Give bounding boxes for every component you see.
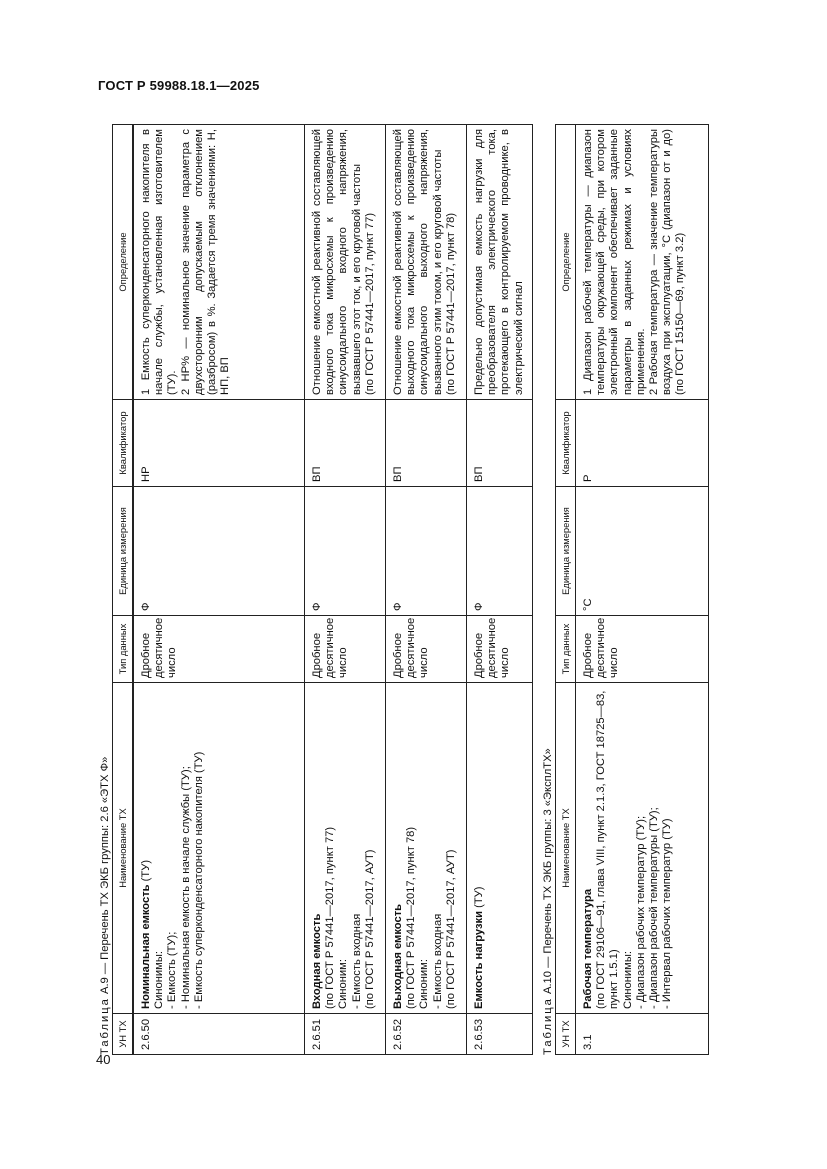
row-name-line: (по ГОСТ Р 57441—2017, АУТ) xyxy=(444,849,457,1009)
row-definition xyxy=(133,125,305,400)
table-row xyxy=(576,125,709,1055)
row-name-line: - Емкость (ТУ); xyxy=(166,931,179,1009)
row-definition-line: 1 Емкость суперконденсаторного накопителя в начале службы, установленная изготовителем (ТУ). xyxy=(140,129,179,395)
row-name-line: (по ГОСТ Р 57441—2017, пункт 77) xyxy=(324,826,337,1009)
row-name-bold: Рабочая температура xyxy=(582,888,594,1009)
table2-col-definition: Определение xyxy=(556,125,576,400)
row-name xyxy=(386,683,467,1014)
table2-caption xyxy=(541,110,555,1055)
table2-col-name: Наименование ТХ xyxy=(556,683,576,1014)
row-id: 2.6.50 xyxy=(133,1014,305,1055)
row-definition xyxy=(467,125,533,400)
table-row xyxy=(467,125,533,1055)
table1-col-id: УН ТХ xyxy=(113,1014,134,1055)
table2-header-row xyxy=(556,125,576,1055)
table2-caption-prefix: Таблица xyxy=(542,997,554,1055)
row-definition-line: Предельно допустимая емкость нагрузки для преобразователя электрического тока, протекающего в контролируемом проводнике, в электрический сигнал xyxy=(473,129,525,395)
table2 xyxy=(555,124,709,1055)
row-definition-line: 2 НР% — номинальное значение параметра с двухсторонним допускаемым отклонением (разбросом) в %. Задается тремя значениями: Н, НП, ВП xyxy=(179,129,232,395)
row-data-type: Дробное десятичное число xyxy=(576,616,709,683)
row-name-line: - Емкость входная xyxy=(350,913,363,1009)
row-qualifier: ВП xyxy=(386,400,467,487)
row-id: 2.6.53 xyxy=(467,1014,533,1055)
row-name-bold: Выходная емкость xyxy=(392,903,404,1009)
row-name-bold: Емкость нагрузки xyxy=(473,911,485,1009)
table1-header-row xyxy=(113,125,134,1055)
row-id: 2.6.51 xyxy=(305,1014,386,1055)
row-name-bold: Номинальная емкость xyxy=(140,884,152,1009)
table1-caption xyxy=(98,110,112,1055)
row-name-line: - Диапазон рабочих температур (ТУ); xyxy=(634,815,647,1009)
row-data-type: Дробное десятичное число xyxy=(305,616,386,683)
row-definition-line: Отношение емкостной реактивной составляющей выходного тока микросхемы к произведению синусоидального выходного напряжения, вызванного этим током, и его круговой частоты xyxy=(392,129,444,395)
table2-col-unit: Единица измерения xyxy=(556,487,576,616)
row-name xyxy=(305,683,386,1014)
row-definition-line: 2 Рабочая температура — значение температуры воздуха при эксплуатации, °С (диапазон от и до) (по ГОСТ 15150—69, пункт 3.2) xyxy=(648,129,687,395)
row-name-line: (по ГОСТ Р 57441—2017, пункт 78) xyxy=(405,826,418,1009)
table2-col-id: УН ТХ xyxy=(556,1014,576,1055)
table-row xyxy=(386,125,467,1055)
row-name-line: Синонимы: xyxy=(621,951,634,1009)
row-name-line: (по ГОСТ 29106—91, глава VIII, пункт 2.1.3, ГОСТ 18725—83, пункт 1.5.1) xyxy=(595,690,621,1009)
table2-col-qualifier: Квалификатор xyxy=(556,400,576,487)
row-name-line: - Номинальная емкость в начале службы (ТУ); xyxy=(179,766,192,1009)
row-name-line: - Диапазон рабочей температуры (ТУ); xyxy=(648,807,661,1009)
table-row xyxy=(133,125,305,1055)
row-unit: Ф xyxy=(467,487,533,616)
row-qualifier: НР xyxy=(133,400,305,487)
table1-col-definition: Определение xyxy=(113,125,134,400)
row-definition xyxy=(386,125,467,400)
row-unit: Ф xyxy=(133,487,305,616)
table-row xyxy=(305,125,386,1055)
row-name-line: Синоним: xyxy=(418,959,431,1009)
table1-col-qualifier: Квалификатор xyxy=(113,400,134,487)
row-definition-line: 1 Диапазон рабочей температуры — диапазон температуры окружающей среды, при котором электронный компонент обеспечивает заданные параметры в заданных режимах и условиях применения. xyxy=(582,129,647,395)
row-qualifier: Р xyxy=(576,400,709,487)
row-definition-line: (по ГОСТ Р 57441—2017, пункт 78) xyxy=(444,212,457,395)
row-unit: °С xyxy=(576,487,709,616)
row-unit: Ф xyxy=(305,487,386,616)
row-definition-line: (по ГОСТ Р 57441—2017, пункт 77) xyxy=(363,212,376,395)
table1-col-data-type: Тип данных xyxy=(113,616,134,683)
row-definition xyxy=(305,125,386,400)
document-header: ГОСТ Р 59988.18.1—2025 xyxy=(98,78,260,93)
table2-caption-text: А.10 — Перечень ТХ ЭКБ группы: 3 «ЭксплТХ» xyxy=(542,748,554,995)
row-name-line: (по ГОСТ Р 57441—2017, АУТ) xyxy=(363,849,376,1009)
row-name-bold: Входная емкость xyxy=(311,913,323,1009)
page-number: 40 xyxy=(96,1052,111,1067)
rotated-content xyxy=(98,110,693,1055)
row-qualifier: ВП xyxy=(467,400,533,487)
row-id: 2.6.52 xyxy=(386,1014,467,1055)
table1-col-unit: Единица измерения xyxy=(113,487,134,616)
row-qualifier: ВП xyxy=(305,400,386,487)
row-name-line: - Интервал рабочих температур (ТУ) xyxy=(661,818,674,1009)
row-data-type: Дробное десятичное число xyxy=(386,616,467,683)
row-definition xyxy=(576,125,709,400)
row-definition-line: Отношение емкостной реактивной составляющей входного тока микросхемы к произведению синусоидального входного напряжения, вызвавшего этот ток, и его круговой частоты xyxy=(311,129,363,395)
row-data-type: Дробное десятичное число xyxy=(467,616,533,683)
row-data-type: Дробное десятичное число xyxy=(133,616,305,683)
row-name-line: Синонимы: xyxy=(153,951,166,1009)
table1-caption-text: А.9 — Перечень ТХ ЭКБ группы: 2.6 «ЭТХ Ф» xyxy=(99,756,111,995)
row-name-suffix: (ТУ) xyxy=(140,859,152,885)
row-name xyxy=(467,683,533,1014)
row-name-line: Синоним: xyxy=(337,959,350,1009)
row-name-line: - Емкость входная xyxy=(431,913,444,1009)
table1-caption-prefix: Таблица xyxy=(99,997,111,1055)
row-id: 3.1 xyxy=(576,1014,709,1055)
row-name-suffix: (ТУ) xyxy=(473,886,485,911)
row-name xyxy=(133,683,305,1014)
table1-col-name: Наименование ТХ xyxy=(113,683,134,1014)
table2-col-data-type: Тип данных xyxy=(556,616,576,683)
row-name xyxy=(576,683,709,1014)
table1 xyxy=(112,124,533,1055)
row-name-line: - Емкость суперконденсаторного накопителя (ТУ) xyxy=(192,751,205,1009)
row-unit: Ф xyxy=(386,487,467,616)
